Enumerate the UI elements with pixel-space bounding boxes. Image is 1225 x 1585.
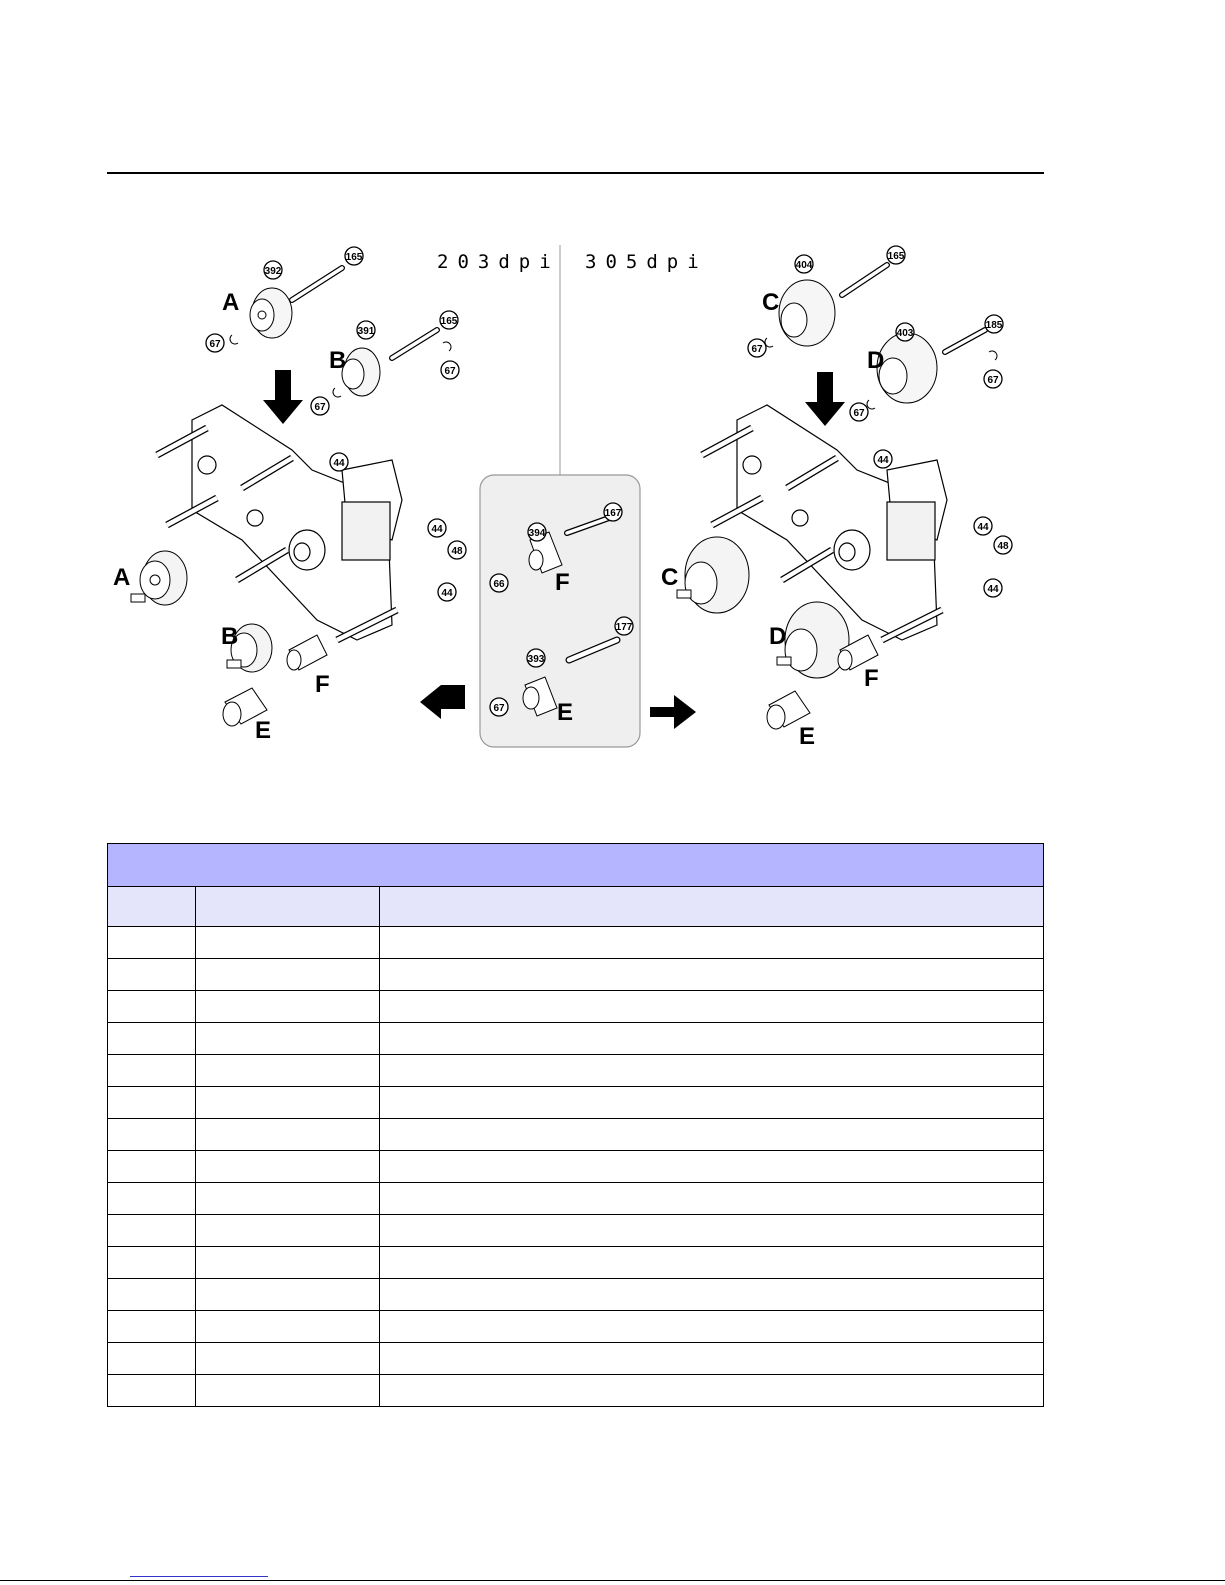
cell-col-2 [196,1151,380,1183]
label-f-left: F [315,671,330,698]
cell-col-1 [108,927,196,959]
svg-text:167: 167 [604,508,622,519]
callout-44-e [974,517,992,535]
svg-text:67: 67 [493,703,505,714]
callout-67-g [850,403,868,421]
cell-col-3 [380,1023,1044,1055]
cell-col-2 [196,1055,380,1087]
cell-col-2 [196,1215,380,1247]
callout-67-a [206,334,224,352]
table-row [108,1375,1044,1407]
svg-text:44: 44 [431,524,443,535]
svg-text:67: 67 [987,375,999,386]
label-f-right: F [864,665,879,692]
callout-44-d [874,450,892,468]
cell-col-1 [108,1023,196,1055]
callout-165-b [440,311,458,329]
callout-67-b [441,361,459,379]
callout-404 [795,255,813,273]
svg-text:177: 177 [615,622,633,633]
cell-col-3 [380,1087,1044,1119]
header-rule [107,172,1044,174]
cell-col-1 [108,1343,196,1375]
dpi-title-305: 305dpi [585,251,708,273]
e-ring-67-b [333,388,341,397]
cell-col-2 [196,1247,380,1279]
callout-394 [528,523,546,541]
callout-165-a [345,247,363,265]
arrow-down-left [263,370,303,424]
table-row [108,1247,1044,1279]
label-d-left: D [769,623,787,650]
cell-col-2 [196,1183,380,1215]
callout-67-d [490,698,508,716]
callout-177 [615,617,633,635]
cell-col-1 [108,991,196,1023]
cell-col-3 [380,1311,1044,1343]
e-ring-67-a [230,335,238,344]
svg-text:185: 185 [985,320,1003,331]
label-d-top: D [867,347,885,374]
cell-col-2 [196,1375,380,1407]
frame-assembly-left [157,405,402,640]
table-row [108,927,1044,959]
svg-text:66: 66 [493,579,505,590]
header-cell-2 [196,887,380,927]
cell-col-2 [196,1119,380,1151]
svg-text:44: 44 [987,584,999,595]
exploded-view-figure [113,240,1027,765]
cell-col-3 [380,1183,1044,1215]
cell-col-2 [196,991,380,1023]
label-e-left: E [255,717,272,744]
table-header-row [108,887,1044,927]
table-title-cell [108,844,1044,887]
callout-48-b [994,536,1012,554]
sleeve-f-left [287,635,327,670]
table-row [108,1215,1044,1247]
table-row [108,1311,1044,1343]
callout-48-a [448,541,466,559]
label-e-center: E [557,699,574,726]
exploded-view-drawing [113,240,1027,765]
cell-col-3 [380,1055,1044,1087]
label-b-left: B [221,623,239,650]
e-ring-67-f [867,400,875,409]
callout-67-e [748,339,766,357]
label-c-left: C [661,564,679,591]
svg-text:48: 48 [451,546,463,557]
cell-col-1 [108,1279,196,1311]
cell-col-1 [108,959,196,991]
footer-rule [0,1580,1225,1581]
callout-393 [527,649,545,667]
cell-col-2 [196,959,380,991]
roller-a-top [250,268,342,338]
label-e-right: E [799,723,816,750]
cell-col-3 [380,927,1044,959]
callout-403 [896,323,914,341]
header-cell-1 [108,887,196,927]
footer-link-underline[interactable] [130,1576,268,1577]
cell-col-3 [380,1279,1044,1311]
cell-col-1 [108,1375,196,1407]
roller-d-top [877,330,985,403]
arrow-down-right [805,372,845,426]
svg-text:44: 44 [441,588,453,599]
cell-col-1 [108,1087,196,1119]
table-row [108,1023,1044,1055]
cell-col-3 [380,1247,1044,1279]
header-cell-3 [380,887,1044,927]
cell-col-3 [380,1119,1044,1151]
svg-text:67: 67 [853,408,865,419]
svg-text:165: 165 [887,251,905,262]
e-ring-67-g [989,351,997,360]
cell-col-2 [196,1343,380,1375]
svg-text:165: 165 [440,316,458,327]
table-row [108,1119,1044,1151]
label-a-left: A [113,564,131,591]
cell-col-1 [108,1151,196,1183]
callout-44-c [438,583,456,601]
label-a-top: A [222,289,240,316]
cell-col-3 [380,1215,1044,1247]
roller-b-top [342,330,437,396]
callout-44-a [330,453,348,471]
table-row [108,1087,1044,1119]
cell-col-1 [108,1311,196,1343]
e-ring-67-c [443,342,451,351]
callout-67-c [311,397,329,415]
table-row [108,959,1044,991]
svg-text:394: 394 [528,528,546,539]
table-row [108,1055,1044,1087]
cell-col-3 [380,1343,1044,1375]
callout-66 [490,574,508,592]
svg-text:67: 67 [444,366,456,377]
callout-167 [604,503,622,521]
callout-165-c [887,246,905,264]
roller-c-top [779,265,887,346]
cell-col-1 [108,1183,196,1215]
arrow-left [420,685,465,719]
svg-text:48: 48 [997,541,1009,552]
svg-text:44: 44 [977,522,989,533]
cell-col-2 [196,1087,380,1119]
table-title-row [108,844,1044,887]
cell-col-1 [108,1119,196,1151]
callout-185 [985,315,1003,333]
svg-text:165: 165 [345,252,363,263]
cell-col-2 [196,927,380,959]
svg-text:67: 67 [751,344,763,355]
dpi-title-203: 203dpi [437,251,560,273]
svg-text:393: 393 [527,654,545,665]
cell-col-1 [108,1215,196,1247]
svg-text:392: 392 [264,266,282,277]
roller-a-left [131,551,187,605]
cell-col-2 [196,1023,380,1055]
table-row [108,1183,1044,1215]
callout-44-b [428,519,446,537]
cell-col-3 [380,959,1044,991]
parts-table [107,843,1044,1407]
cell-col-3 [380,1375,1044,1407]
cell-col-3 [380,1151,1044,1183]
label-b-top: B [329,347,347,374]
callout-391 [357,321,375,339]
callout-67-f [984,370,1002,388]
roller-c-left [677,537,749,613]
svg-text:391: 391 [357,326,375,337]
svg-text:404: 404 [795,260,813,271]
cell-col-3 [380,991,1044,1023]
table-row [108,1343,1044,1375]
svg-text:67: 67 [314,402,326,413]
table-row [108,1279,1044,1311]
cell-col-2 [196,1279,380,1311]
svg-text:44: 44 [333,458,345,469]
callout-44-f [984,579,1002,597]
svg-text:403: 403 [896,328,914,339]
table-row [108,1151,1044,1183]
svg-text:44: 44 [877,455,889,466]
label-f-center: F [555,569,570,596]
cell-col-1 [108,1055,196,1087]
callout-392 [264,261,282,279]
table-row [108,991,1044,1023]
cell-col-1 [108,1247,196,1279]
roller-d-left [777,602,849,678]
label-c-top: C [762,289,780,316]
svg-text:67: 67 [209,339,221,350]
cell-col-2 [196,1311,380,1343]
arrow-right [650,695,696,729]
